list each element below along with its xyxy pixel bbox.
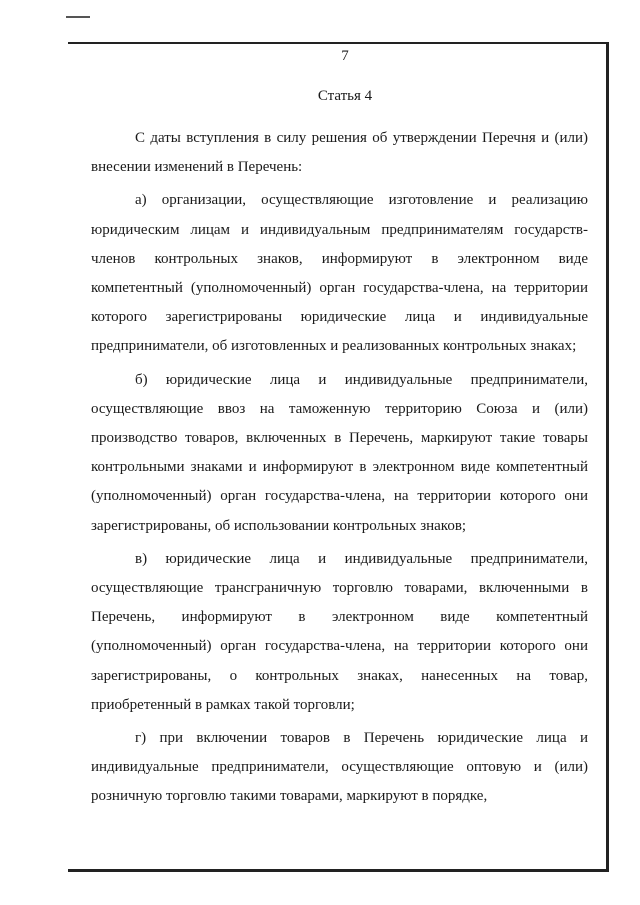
paragraph-item-v: в) юридические лица и индивидуальные предприниматели, осуществляющие трансграничную торговлю товарами, включенными в Перечень, информируют в электронном виде компетентный (уполномоченный) орган государства-члена, на территории которого они зарегистрированы, о контрольных знаках, нанесенных на товар, приобретенный в рамках такой торговли;: [91, 550, 588, 713]
paragraph-intro: С даты вступления в силу решения об утверждении Перечня и (или) внесении изменений в Перечень:: [91, 130, 588, 176]
page-number: 7: [341, 48, 349, 64]
scan-artifact-line: [66, 16, 90, 18]
paragraph-item-g: г) при включении товаров в Перечень юридические лица и индивидуальные предприниматели, осуществляющие оптовую и (или) розничную торговлю такими товарами, маркируют в порядке,: [91, 730, 588, 805]
article-body: [91, 124, 588, 812]
paragraph-item-a: а) организации, осуществляющие изготовление и реализацию юридическим лицам и индивидуальным предпринимателям государств-членов контрольных знаков, информируют в электронном виде компетентный (уполномоченный) орган государства-члена, на территории которого зарегистрированы юридические лица и индивидуальные предприниматели, об изготовленных и реализованных контрольных знаках;: [91, 192, 588, 355]
article-title: Статья 4: [317, 88, 373, 104]
paragraph-item-b: б) юридические лица и индивидуальные предприниматели, осуществляющие ввоз на таможенную территорию Союза и (или) производство товаров, включенных в Перечень, маркируют такие товары контрольными знаками и информируют в электронном виде компетентный (уполномоченный) орган государства-члена, на территории которого они зарегистрированы, об использовании контрольных знаков;: [91, 371, 588, 534]
